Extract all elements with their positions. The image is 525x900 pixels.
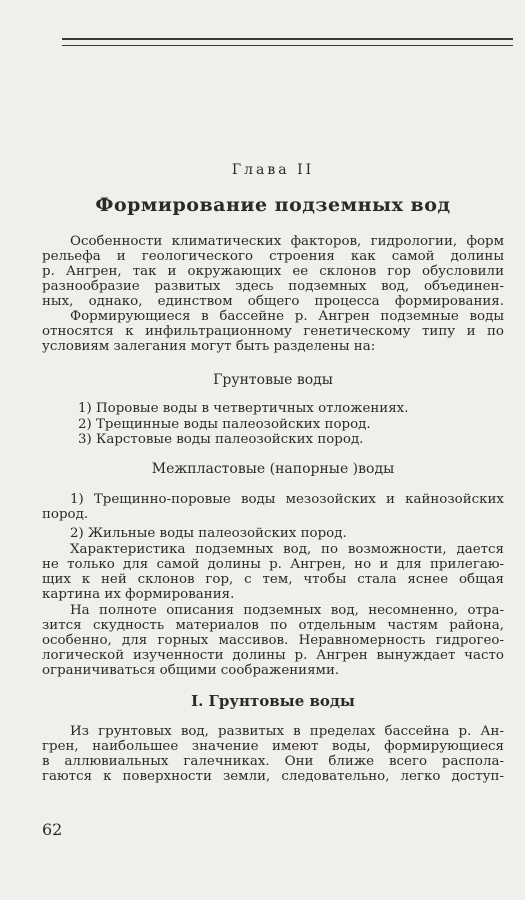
section-heading: I. Грунтовые воды xyxy=(191,692,355,710)
interlayer-list xyxy=(42,492,504,541)
header-rule xyxy=(62,38,513,40)
text-line: зится скудность материалов по отдельным частям района, xyxy=(42,618,504,633)
intro-paragraph-2 xyxy=(42,309,504,354)
header-rule-thin xyxy=(62,45,513,46)
text-line: Формирующиеся в бассейне р. Ангрен подземные воды xyxy=(70,309,504,324)
text-line: На полноте описания подземных вод, несомненно, отра- xyxy=(70,603,504,618)
text-line: гаются к поверхности земли, следовательно, легко доступ- xyxy=(42,769,504,784)
text-line: не только для самой долины р. Ангрен, но и для прилегаю- xyxy=(42,557,504,572)
text-line: картина их формирования. xyxy=(42,587,235,602)
text-line: р. Ангрен, так и окружающих ее склонов гор обусловили xyxy=(42,264,504,279)
text-line: рельефа и геологического строения как самой долины xyxy=(42,249,504,264)
text-line: особенно, для горных массивов. Неравномерность гидрогео- xyxy=(42,633,504,648)
chapter-label: Глава II xyxy=(231,162,315,178)
page-number: 62 xyxy=(42,820,63,839)
text-line: логической изученности долины р. Ангрен вынуждает часто xyxy=(42,648,504,663)
text-line: ограничиваться общими соображениями. xyxy=(42,663,340,678)
list-item-continuation: пород. xyxy=(42,507,89,522)
interlayer-heading: Межпластовые (напорные )воды xyxy=(151,461,395,477)
text-line: в аллювиальных галечниках. Они ближе всего распола- xyxy=(42,754,504,769)
list-item: 2) Трещинные воды палеозойских пород. xyxy=(78,416,371,432)
list-item: 1) Поровые воды в четвертичных отложениях. xyxy=(78,401,409,416)
text-line: относятся к инфильтрационному генетическому типу и по xyxy=(42,324,504,339)
list-item: 1) Трещинно-поровые воды мезозойских и кайнозойских xyxy=(70,492,504,507)
body-paragraph-2 xyxy=(42,603,504,678)
section-paragraph xyxy=(42,724,504,784)
text-line: щих к ней склонов гор, с тем, чтобы стала яснее общая xyxy=(42,572,504,587)
groundwater-list xyxy=(78,401,498,448)
text-line: разнообразие развитых здесь подземных вод, объединен- xyxy=(42,279,504,294)
chapter-title: Формирование подземных вод xyxy=(95,194,451,216)
list-item: 2) Жильные воды палеозойских пород. xyxy=(70,526,347,541)
list-item: 3) Карстовые воды палеозойских пород. xyxy=(78,432,364,447)
body-paragraph-1 xyxy=(42,542,504,602)
text-line: ных, однако, единством общего процесса формирования. xyxy=(42,294,504,309)
text-line: Характеристика подземных вод, по возможности, дается xyxy=(70,542,504,557)
intro-paragraph-1 xyxy=(42,234,504,309)
text-line: условиям залегания могут быть разделены на: xyxy=(42,339,376,354)
text-line: Особенности климатических факторов, гидрологии, форм xyxy=(70,234,504,249)
text-line: грен, наибольшее значение имеют воды, формирующиеся xyxy=(42,739,504,754)
text-line: Из грунтовых вод, развитых в пределах бассейна р. Ан- xyxy=(70,724,504,739)
groundwater-heading: Грунтовые воды xyxy=(213,372,333,388)
